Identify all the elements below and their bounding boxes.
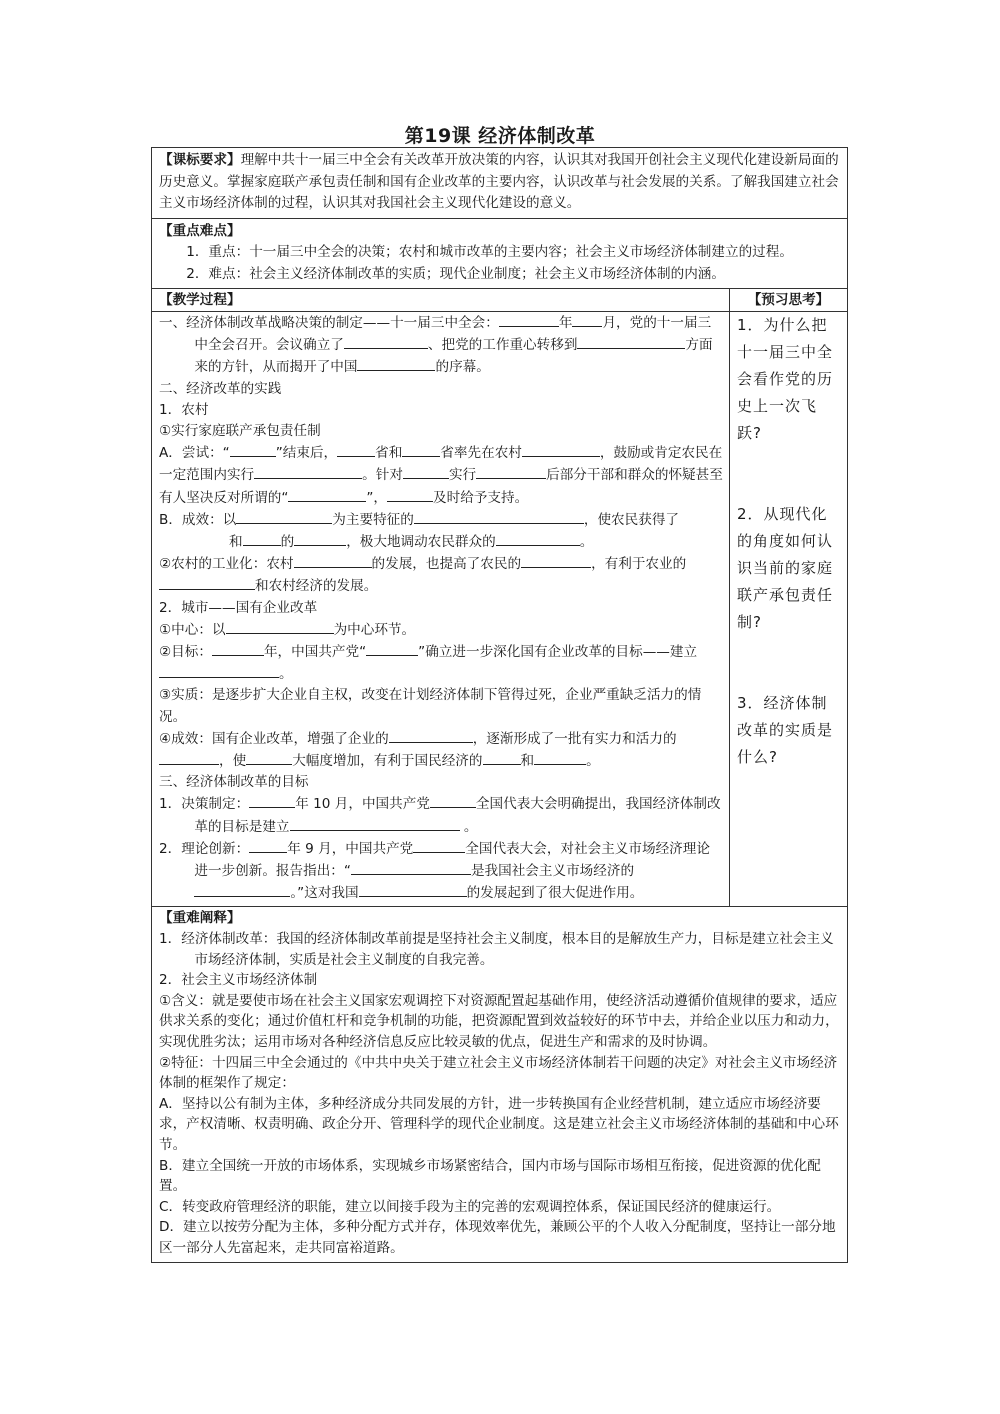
key-points-label: 【重点难点】	[159, 222, 241, 239]
preview-questions	[730, 312, 847, 906]
explanation-section	[152, 907, 847, 1261]
standards-text: 理解中共十一届三中全会有关改革开放决策的内容，认识其对我国开创社会主义现代化建设新局面的历史意义。掌握家庭联产承包责任制和国有企业改革的主要内容，认识改革与社会发展的关系。了解我国建立社会主义市场经济体制的过程，认识其对我国社会主义现代化建设的意义。	[159, 152, 839, 211]
urban-heading: 2．城市——国有企业改革	[159, 599, 318, 616]
key-points-section	[152, 219, 847, 290]
explanation-paragraph: ②特征：十四届三中全会通过的《中共中央关于建立社会主义市场经济体制若干问题的决定》对社会主义市场经济体制的框架作了规定：	[159, 1054, 838, 1092]
section-three-title: 三、经济体制改革的目标	[159, 774, 309, 791]
section-one: 一、经济体制改革战略决策的制定——十一届三中全会： 年 月，党的十一届三中全会召开。会议确立了 、把党的工作重心转移到 方面来的方针，从而揭开了中国 的序幕。	[159, 312, 723, 379]
standards-section	[152, 148, 847, 219]
page-title: 第19课 经济体制改革	[404, 125, 596, 147]
fill-blank[interactable]	[249, 793, 295, 808]
fill-blank[interactable]	[476, 464, 546, 479]
fill-blank[interactable]	[522, 442, 600, 457]
essence-paragraph: ③实质：是逐步扩大企业自主权，改变在计划经济体制下管得过死，企业严重缺乏活力的情况。	[159, 687, 702, 725]
rural-industry-paragraph: ②农村的工业化：农村 的发展，也提高了农民的 ，有利于农业的和农村经济的发展。	[159, 553, 723, 597]
explanation-paragraph: ①含义：就是要使市场在社会主义国家宏观调控下对资源配置起基础作用，使经济活动遵循价值规律的要求，适应供求关系的变化；通过价值杠杆和竞争机制的功能，把资源配置到效益较好的环节中去，并给企业以压力和动力，实现优胜劣汰；运用市场对各种经济信息反应比较灵敏的优点，促进生产和需求的及时协调。	[159, 992, 839, 1051]
explanation-paragraph: C．转变政府管理经济的职能，建立以间接手段为主的完善的宏观调控体系，保证国民经济的健康运行。	[159, 1198, 781, 1215]
fill-blank[interactable]	[499, 312, 559, 327]
preview-question: 2．从现代化的角度如何认识当前的家庭联产承包责任制?	[737, 505, 834, 631]
goal-paragraph: ②目标： 年，中国共产党“ ”确立进一步深化国有企业改革的目标——建立。	[159, 641, 723, 685]
fill-blank[interactable]	[294, 553, 372, 568]
process-label: 【教学过程】	[152, 289, 730, 311]
fill-blank[interactable]	[337, 442, 375, 457]
fill-blank[interactable]	[413, 838, 465, 853]
fill-blank[interactable]	[243, 531, 281, 546]
key-point-item: 2．难点：社会主义经济体制改革的实质；现代企业制度；社会主义市场经济体制的内涵。	[186, 265, 725, 282]
explanation-paragraph: A．坚持以公有制为主体，多种经济成分共同发展的方针，进一步转换国有企业经营机制，建立适应市场经济要求，产权清晰、权责明确、政企分开、管理科学的现代企业制度。这是建立社会主义市场经济体制的基础和中心环节。	[159, 1095, 839, 1154]
fill-blank[interactable]	[389, 728, 473, 743]
fill-blank[interactable]	[521, 553, 591, 568]
explanation-paragraph: B．建立全国统一开放的市场体系，实现城乡市场紧密结合，国内市场与国际市场相互衔接，促进资源的优化配置。	[159, 1157, 821, 1195]
fill-blank[interactable]	[226, 619, 334, 634]
center-paragraph: ①中心：以 为中心环节。	[159, 619, 723, 641]
lesson-table	[151, 147, 848, 1263]
explanation-paragraph: D．建立以按劳分配为主体，多种分配方式并存，体现效率优先，兼顾公平的个人收入分配制度，坚持让一部分地区一部分人先富起来，走共同富裕道路。	[159, 1219, 836, 1256]
key-point-item: 1．重点：十一届三中全会的决策；农村和城市改革的主要内容；社会主义市场经济体制建立的过程。	[186, 244, 793, 260]
fill-blank[interactable]	[430, 793, 476, 808]
fill-blank[interactable]	[534, 750, 586, 765]
household-contract-heading: ①实行家庭联产承包责任制	[159, 423, 321, 440]
process-header-row	[152, 289, 847, 312]
fill-blank[interactable]	[159, 575, 255, 590]
fill-blank[interactable]	[294, 531, 346, 546]
fill-blank[interactable]	[194, 882, 290, 897]
fill-blank[interactable]	[366, 641, 418, 656]
trial-paragraph: A．尝试：“ ”结束后， 省和 省率先在农村 ，鼓励或肯定农民在一定范围内实行 。针对 实行 后部分干部和群众的怀疑甚至有人坚决反对所谓的“ ”， 及时给予支持。	[159, 442, 723, 509]
explanation-label: 【重难阐释】	[159, 910, 241, 927]
rural-heading: 1．农村	[159, 401, 209, 418]
fill-blank[interactable]	[288, 487, 366, 502]
standards-label: 【课标要求】	[159, 152, 241, 168]
fill-blank[interactable]	[572, 312, 602, 327]
fill-blank[interactable]	[290, 816, 460, 831]
reform-effect-paragraph: ④成效：国有企业改革，增强了企业的 ，逐渐形成了一批有实力和活力的，使 大幅度增加，有利于国民经济的 和 。	[159, 728, 723, 772]
process-content	[152, 312, 730, 906]
explanation-paragraph: 2．社会主义市场经济体制	[159, 972, 318, 989]
theory-paragraph: 2．理论创新： 年 9 月，中国共产党 全国代表大会，对社会主义市场经济理论进一步创新。报告指出：“ 是我国社会主义市场经济的。”这对我国 的发展起到了很大促进作用。	[159, 838, 723, 905]
section-two-title: 二、经济改革的实践	[159, 380, 282, 397]
fill-blank[interactable]	[414, 509, 584, 524]
fill-blank[interactable]	[236, 509, 332, 524]
fill-blank[interactable]	[246, 750, 292, 765]
decision-paragraph: 1．决策制定： 年 10 月，中国共产党 全国代表大会明确提出，我国经济体制改革的目标是建立 。	[159, 793, 723, 837]
fill-blank[interactable]	[387, 487, 433, 502]
fill-blank[interactable]	[249, 838, 287, 853]
explanation-paragraph: 1．经济体制改革：我国的经济体制改革前提是坚持社会主义制度，根本目的是解放生产力，目标是建立社会主义市场经济体制，实质是社会主义制度的自我完善。	[159, 931, 834, 968]
fill-blank[interactable]	[159, 663, 279, 678]
preview-label: 【预习思考】	[747, 292, 830, 308]
fill-blank[interactable]	[403, 464, 449, 479]
preview-question: 3．经济体制改革的实质是什么?	[737, 694, 834, 766]
process-body	[152, 312, 847, 907]
fill-blank[interactable]	[351, 860, 471, 875]
fill-blank[interactable]	[159, 750, 219, 765]
preview-question: 1．为什么把十一届三中全会看作党的历史上一次飞跃?	[737, 316, 834, 442]
fill-blank[interactable]	[357, 356, 435, 371]
fill-blank[interactable]	[496, 531, 580, 546]
fill-blank[interactable]	[359, 882, 467, 897]
fill-blank[interactable]	[483, 750, 521, 765]
fill-blank[interactable]	[577, 334, 685, 349]
effect-paragraph: B．成效：以 为主要特征的 ，使农民获得了和 的 ，极大地调动农民群众的 。	[159, 509, 723, 553]
fill-blank[interactable]	[402, 442, 440, 457]
fill-blank[interactable]	[212, 641, 264, 656]
fill-blank[interactable]	[344, 334, 428, 349]
fill-blank[interactable]	[230, 442, 276, 457]
fill-blank[interactable]	[254, 464, 362, 479]
